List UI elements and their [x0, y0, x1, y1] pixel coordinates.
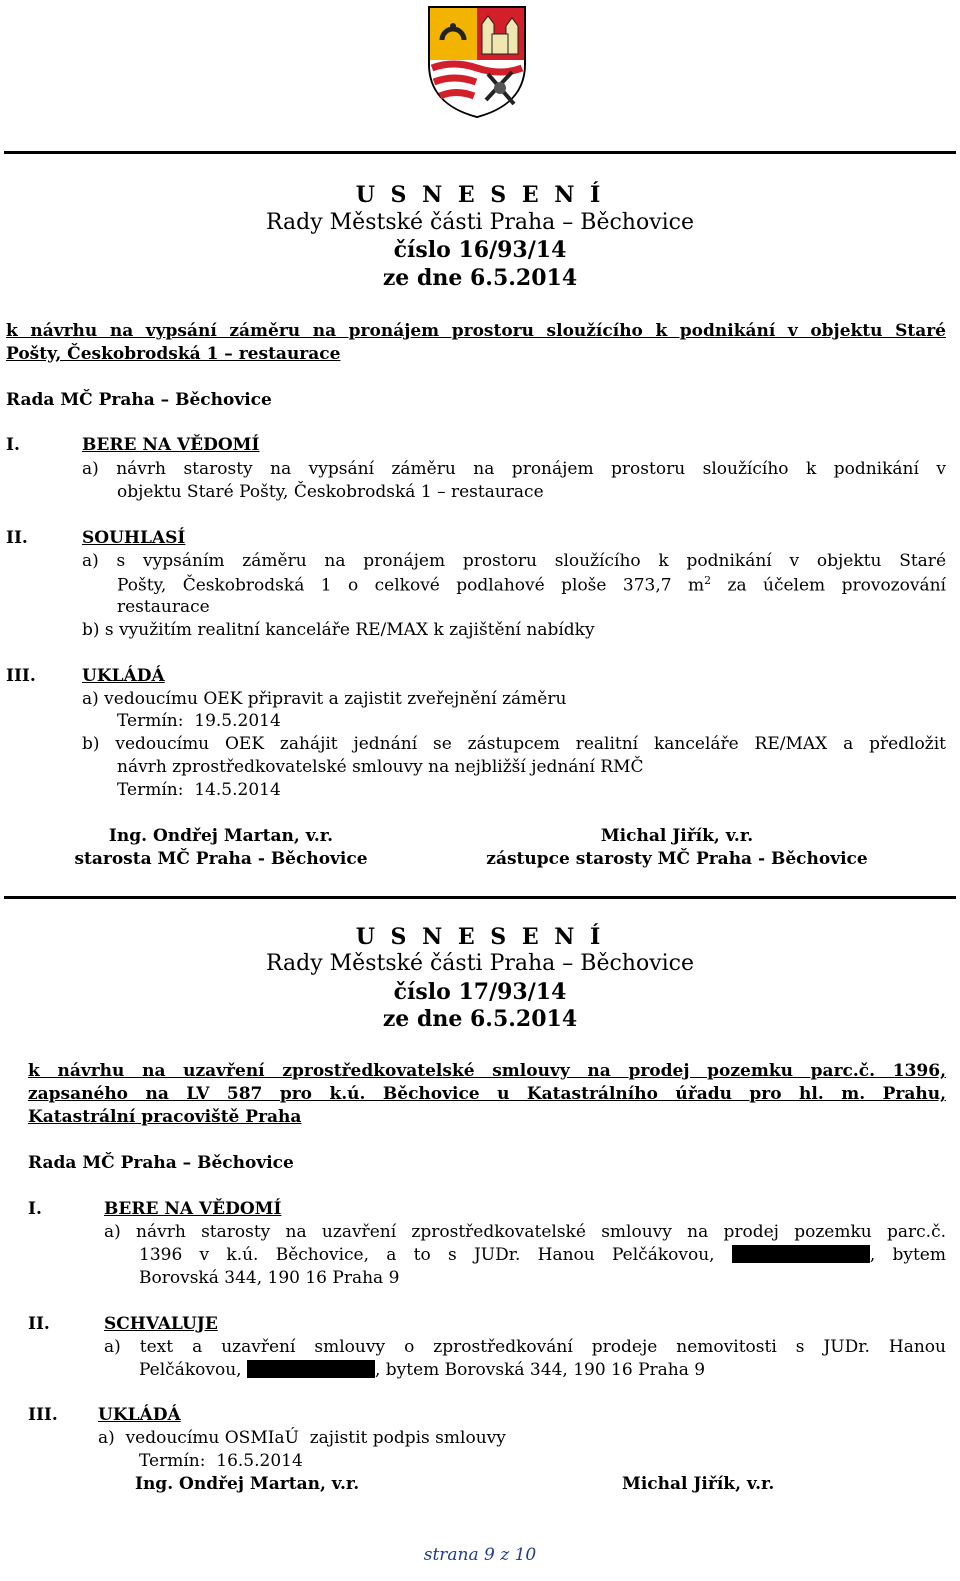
doc1-s3-title: UKLÁDÁ	[82, 666, 165, 686]
doc2-number: číslo 17/93/14	[393, 979, 567, 1005]
doc2-body: Rady Městské části Praha – Běchovice	[265, 951, 695, 976]
doc1-heading: U S N E S E N Í	[355, 182, 605, 208]
doc1-s2-a-line3: restaurace	[117, 597, 210, 617]
middle-divider	[4, 896, 956, 899]
doc1-s3-a: a) vedoucímu OEK připravit a zajistit zveřejnění záměru	[82, 689, 567, 709]
doc1-sig1-role: starosta MČ Praha - Běchovice	[74, 849, 368, 869]
doc1-subject-line1: k návrhu na vypsání záměru na pronájem prostoru sloužícího k podnikání v objektu Staré	[6, 321, 946, 341]
doc1-s3-b-term: Termín: 14.5.2014	[117, 780, 281, 800]
doc2-subject-line2: zapsaného na LV 587 pro k.ú. Běchovice u Katastrálního úřadu pro hl. m. Prahu,	[28, 1084, 946, 1104]
page-footer: strana 9 z 10	[423, 1545, 537, 1565]
doc2-s3-a: a) vedoucímu OSMIaÚ zajistit podpis smlouvy	[98, 1428, 506, 1448]
doc1-council: Rada MČ Praha – Běchovice	[6, 390, 272, 410]
doc1-s3-num: III.	[6, 666, 36, 686]
doc1-number: číslo 16/93/14	[393, 237, 567, 263]
doc2-s2-num: II.	[28, 1314, 50, 1334]
doc1-sig2-name: Michal Jiřík, v.r.	[600, 826, 754, 846]
doc1-sig2-role: zástupce starosty MČ Praha - Běchovice	[486, 849, 868, 869]
doc2-s1-a-line1: a) návrh starosty na uzavření zprostředkovatelské smlouvy na prodej pozemku parc.č.	[104, 1222, 946, 1242]
doc1-subject-line2: Pošty, Českobrodská 1 – restaurace	[6, 344, 341, 364]
doc1-s1-a-line1: a) návrh starosty na vypsání záměru na pronájem prostoru sloužícího k podnikání v	[82, 459, 946, 479]
coat-of-arms-logo	[426, 4, 528, 120]
doc1-s1-num: I.	[6, 435, 20, 455]
doc2-sig2-name: Michal Jiřík, v.r.	[622, 1474, 775, 1494]
doc2-s1-num: I.	[28, 1199, 42, 1219]
doc2-subject-line3: Katastrální pracoviště Praha	[28, 1107, 302, 1127]
doc2-heading: U S N E S E N Í	[355, 924, 605, 950]
doc1-s2-b: b) s využitím realitní kanceláře RE/MAX k zajištění nabídky	[82, 620, 595, 640]
doc1-s1-a-line2: objektu Staré Pošty, Českobrodská 1 – restaurace	[117, 482, 544, 502]
doc1-s3-b-line1: b) vedoucímu OEK zahájit jednání se zástupcem realitní kanceláře RE/MAX a předložit	[82, 734, 946, 754]
doc1-s3-a-term: Termín: 19.5.2014	[117, 711, 281, 731]
doc2-s2-a-line1: a) text a uzavření smlouvy o zprostředkování prodeje nemovitosti s JUDr. Hanou	[104, 1337, 946, 1357]
doc2-s1-a-line3: Borovská 344, 190 16 Praha 9	[139, 1268, 400, 1288]
doc2-s3-a-term: Termín: 16.5.2014	[139, 1451, 303, 1471]
doc2-subject-line1: k návrhu na uzavření zprostředkovatelské smlouvy na prodej pozemku parc.č. 1396,	[28, 1061, 946, 1081]
doc2-sig1-name: Ing. Ondřej Martan, v.r.	[135, 1474, 360, 1494]
doc1-s2-a-line1: a) s vypsáním záměru na pronájem prostoru sloužícího k podnikání v objektu Staré	[82, 551, 946, 571]
redaction-block	[732, 1245, 870, 1263]
doc2-s2-a-line2: Pelčákovou, , bytem Borovská 344, 190 16 Praha 9	[139, 1360, 706, 1380]
doc2-s1-title: BERE NA VĚDOMÍ	[104, 1199, 282, 1219]
doc1-date: ze dne 6.5.2014	[382, 265, 578, 291]
doc1-s3-b-line2: návrh zprostředkovatelské smlouvy na nejbližší jednání RMČ	[117, 757, 644, 777]
top-divider	[4, 151, 956, 154]
doc2-date: ze dne 6.5.2014	[382, 1006, 578, 1032]
doc1-s1-title: BERE NA VĚDOMÍ	[82, 435, 260, 455]
redaction-block	[247, 1360, 375, 1378]
doc1-sig1-name: Ing. Ondřej Martan, v.r.	[108, 826, 334, 846]
doc2-s1-a-line2: 1396 v k.ú. Běchovice, a to s JUDr. Hanou Pelčákovou, , bytem	[139, 1245, 946, 1265]
doc1-body: Rady Městské části Praha – Běchovice	[265, 210, 695, 235]
doc2-s3-title: UKLÁDÁ	[98, 1405, 181, 1425]
doc2-council: Rada MČ Praha – Běchovice	[28, 1153, 294, 1173]
doc1-s2-title: SOUHLASÍ	[82, 528, 186, 548]
doc1-s2-a-line2: Pošty, Českobrodská 1 o celkové podlahové ploše 373,7 $m^2$ za účelem provozování	[117, 574, 946, 596]
doc2-s3-num: III.	[28, 1405, 58, 1425]
doc2-s2-title: SCHVALUJE	[104, 1314, 218, 1334]
doc1-s2-num: II.	[6, 528, 28, 548]
